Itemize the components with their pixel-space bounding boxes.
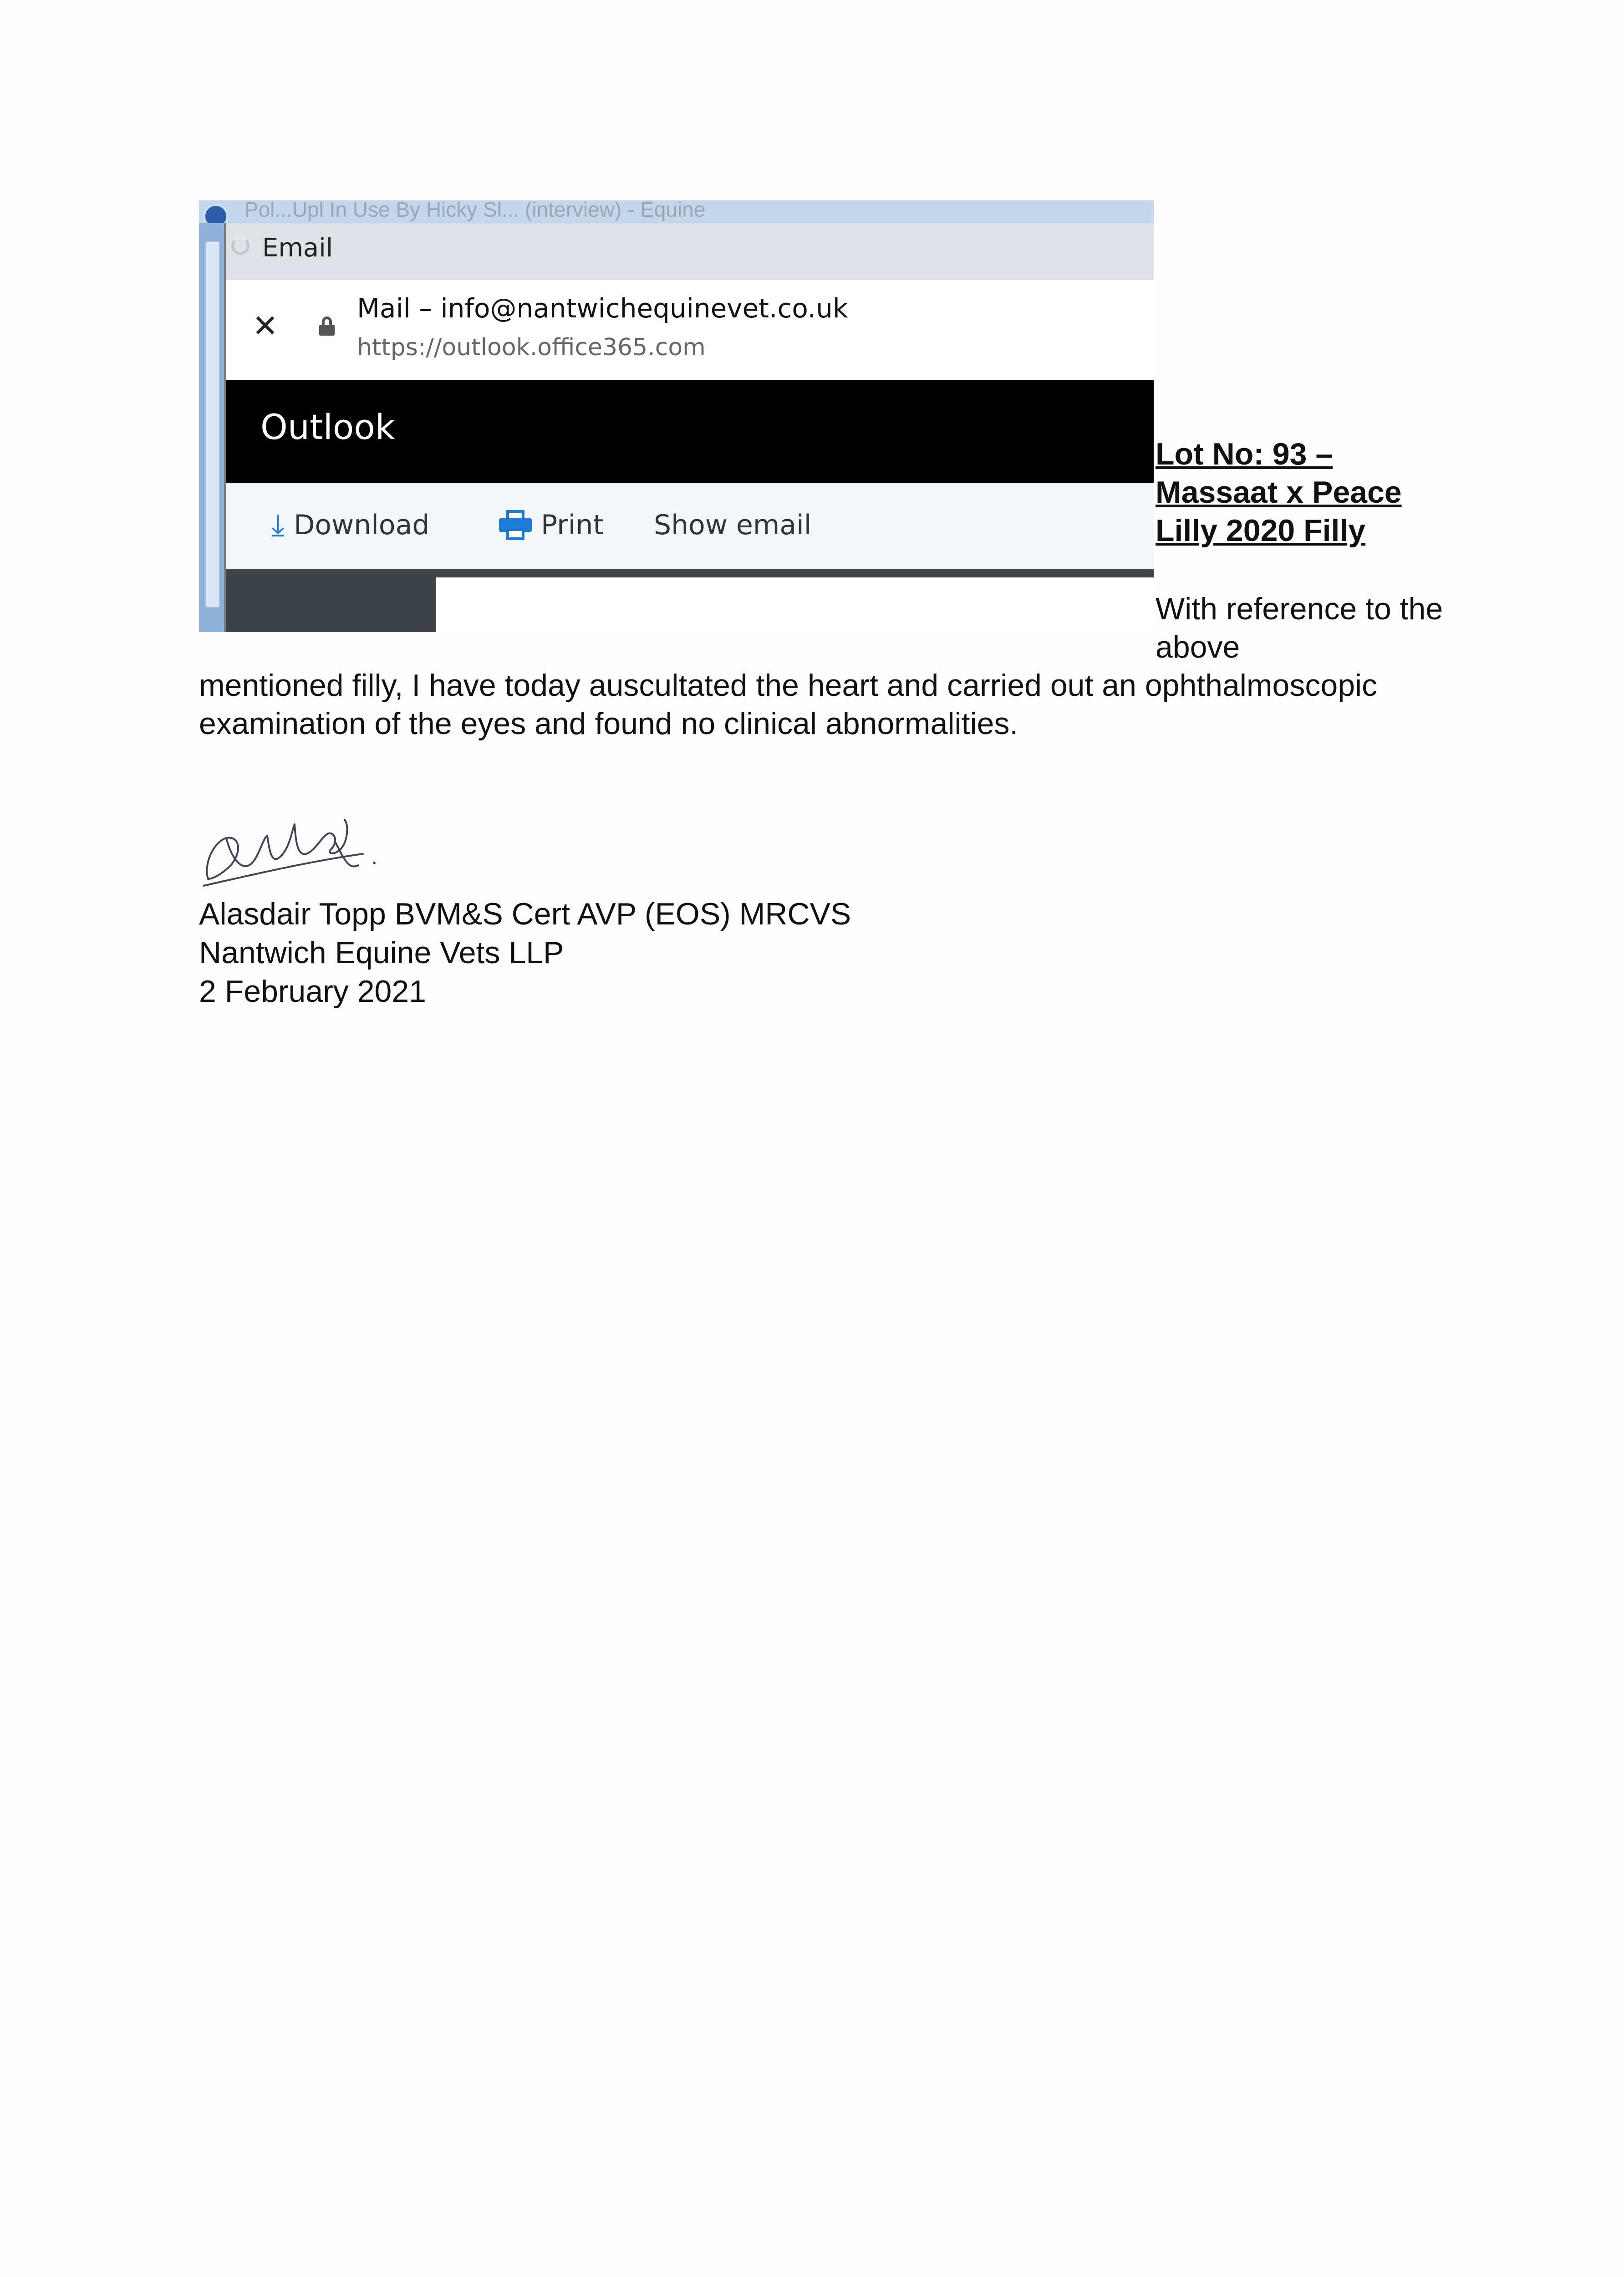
- background-app-sidebar: [199, 223, 224, 632]
- background-window-title: Pol...Upl In Use By Hicky Sl... (interview) - Equine: [244, 200, 706, 221]
- close-icon[interactable]: ✕: [252, 308, 278, 344]
- page-url[interactable]: https://outlook.office365.com: [357, 334, 706, 361]
- page-title: Mail – info@nantwichequinevet.co.uk: [357, 293, 848, 324]
- practice-name: Nantwich Equine Vets LLP: [199, 935, 564, 970]
- body-paragraph-start: With reference to the above: [1156, 592, 1443, 664]
- email-popup-window: [224, 223, 1154, 632]
- outlook-header-bar: [226, 380, 1154, 483]
- address-bar: [226, 280, 1154, 380]
- lot-heading: Lot No: 93 – Massaat x Peace Lilly 2020 Filly: [1156, 437, 1402, 548]
- folder-pane: [226, 577, 436, 632]
- print-label: Print: [541, 509, 604, 541]
- background-app-titlebar: [199, 200, 1154, 223]
- printer-icon: [499, 510, 532, 540]
- print-button[interactable]: [499, 505, 604, 546]
- body-paragraph-continuation: mentioned filly, I have today auscultated the heart and carried out an ophthalmoscopic examination of the eyes and found no clinical abnormalities.: [199, 668, 1378, 741]
- lock-icon: [319, 317, 335, 335]
- loading-spinner-icon: [231, 237, 249, 255]
- email-toolbar: [226, 483, 1154, 569]
- popup-window-title: Email: [262, 233, 333, 263]
- show-email-label: Show email: [654, 509, 812, 541]
- handwritten-signature: [199, 811, 381, 893]
- signature-block: [199, 895, 851, 1011]
- download-label: Download: [294, 509, 430, 541]
- toolbar-divider: [226, 569, 1154, 577]
- show-email-button[interactable]: [654, 505, 811, 546]
- popup-titlebar: [226, 223, 1154, 280]
- signer-name: Alasdair Topp BVM&S Cert AVP (EOS) MRCVS: [199, 897, 851, 931]
- email-screenshot: [199, 200, 1154, 632]
- download-icon: ⤓: [271, 507, 285, 542]
- outlook-brand[interactable]: Outlook: [260, 407, 395, 447]
- download-button[interactable]: [271, 505, 429, 546]
- letter-date: 2 February 2021: [199, 974, 426, 1009]
